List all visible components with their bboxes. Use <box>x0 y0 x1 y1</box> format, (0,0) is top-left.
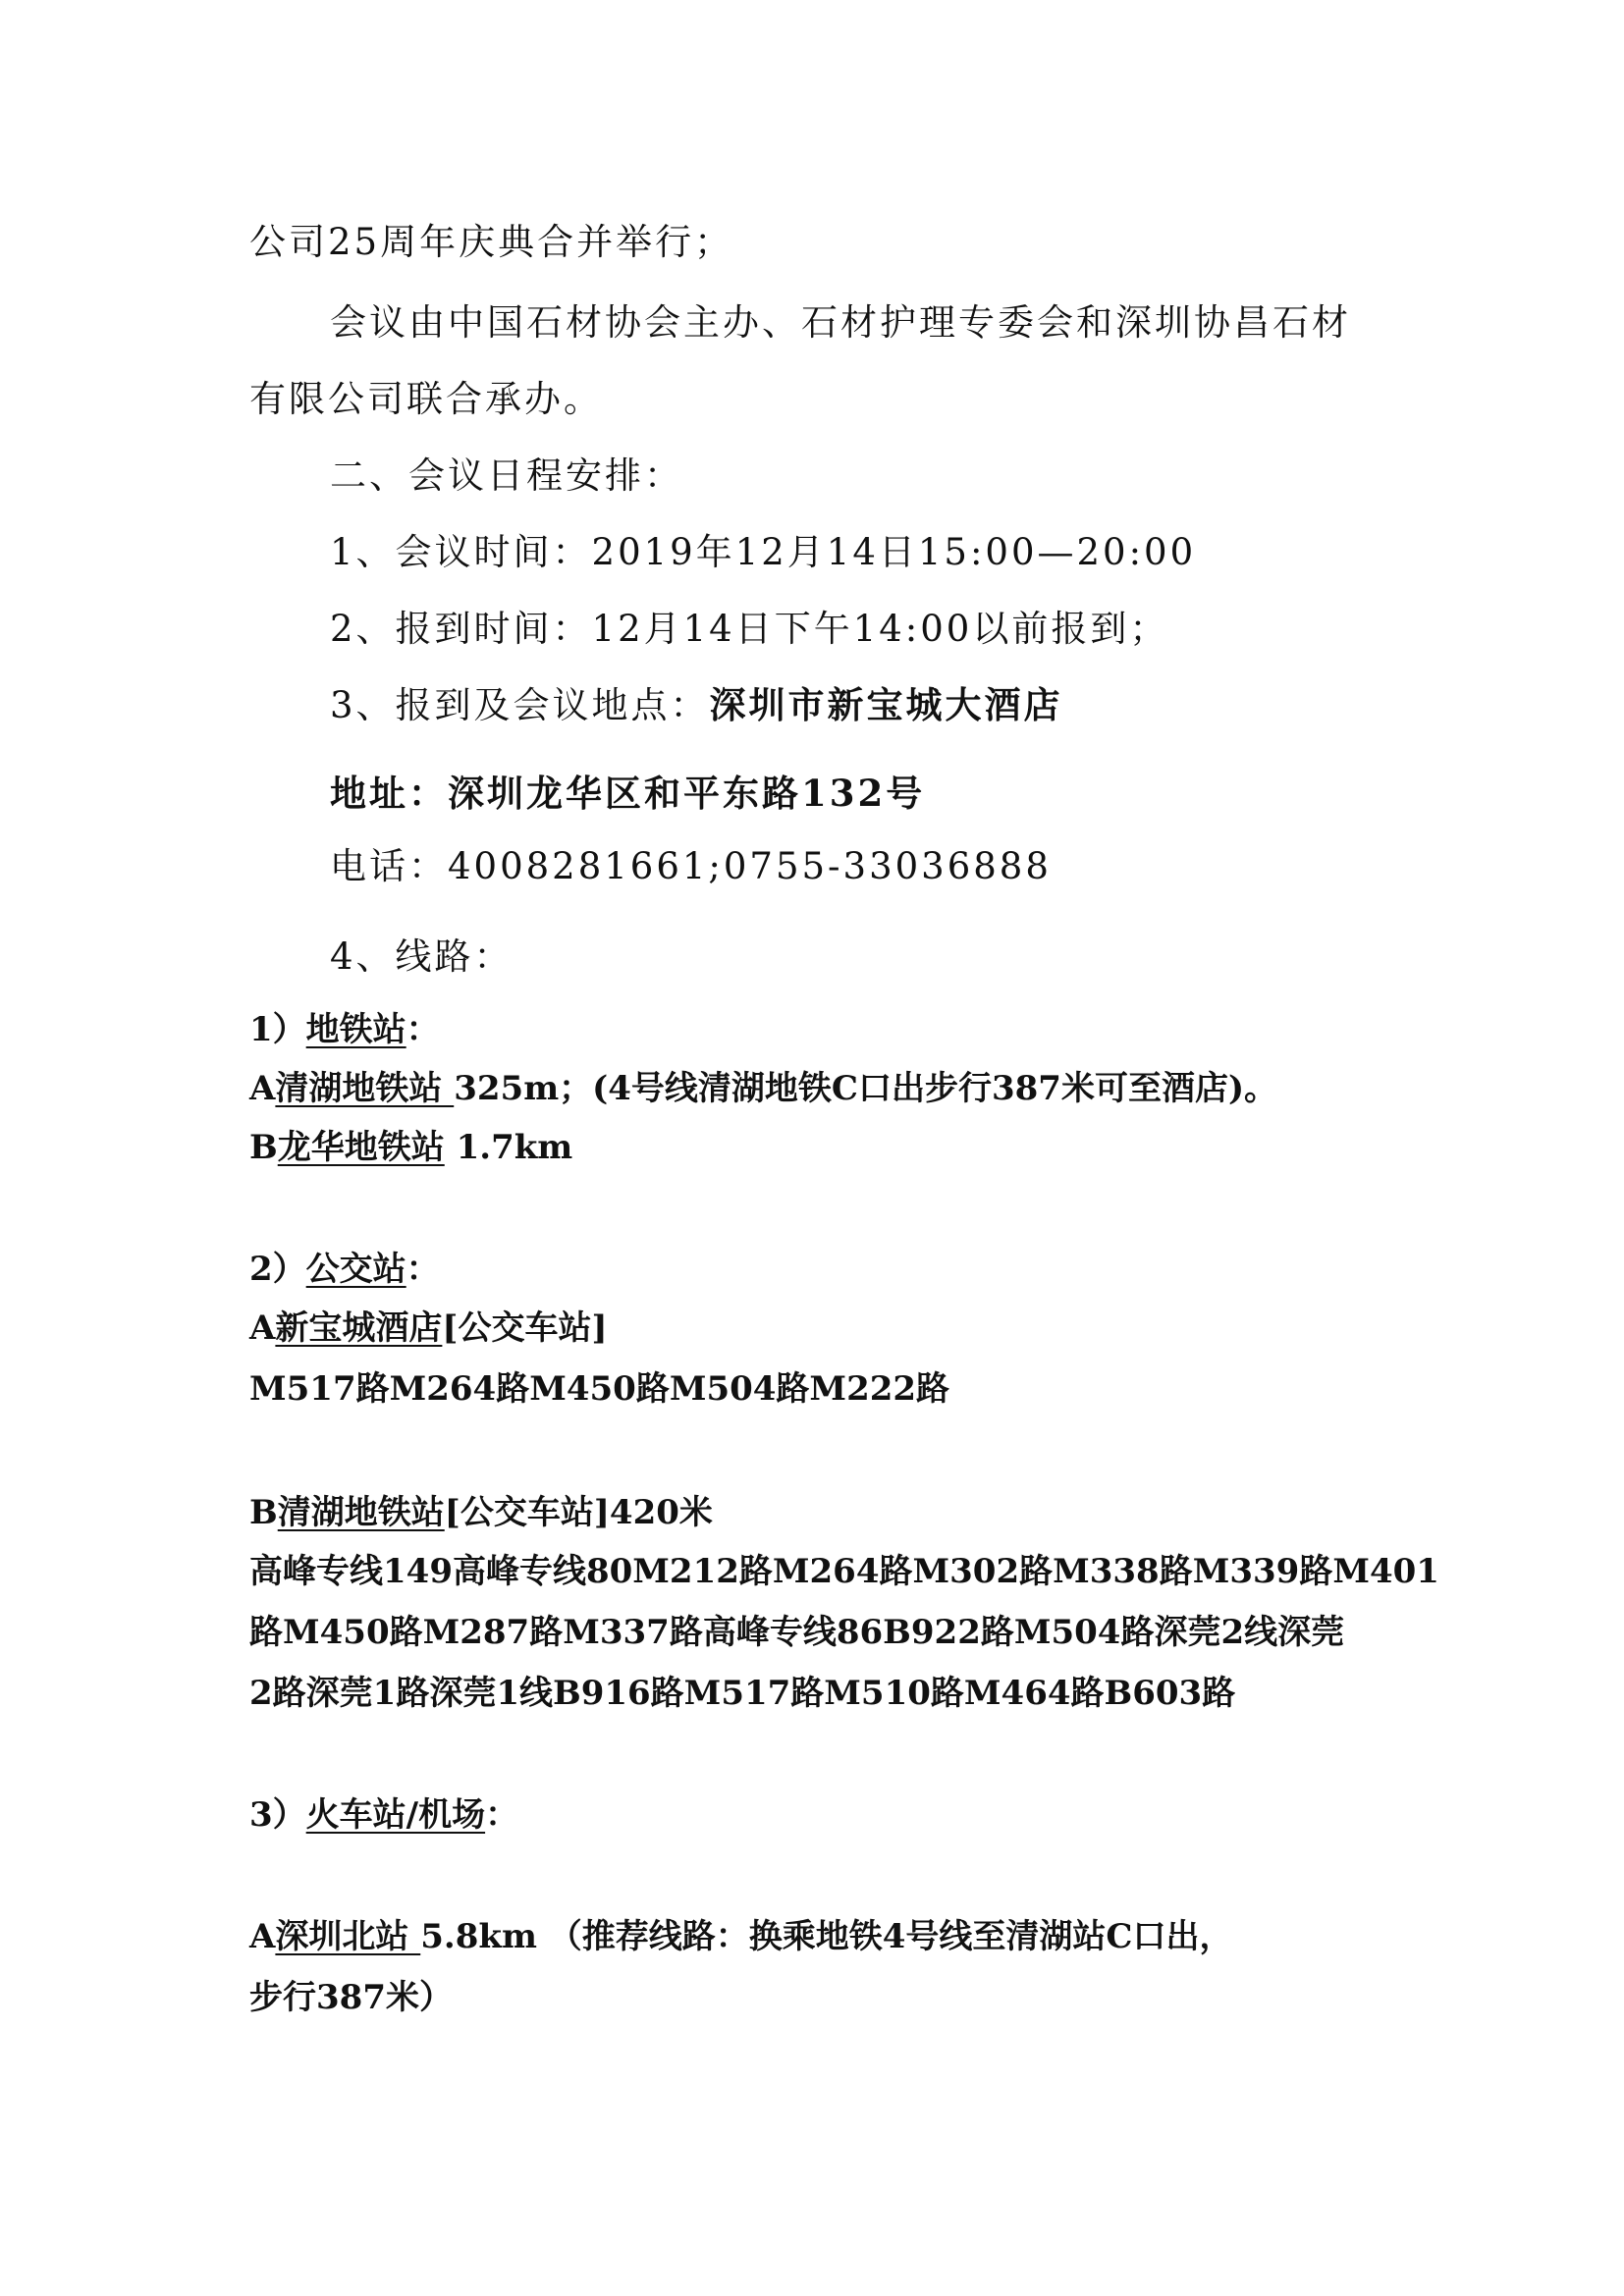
bus-routes-b: 路M450路M287路M337路高峰专线86B922路M504路深莞2线深莞 <box>249 1613 1345 1652</box>
schedule-item-checkin: 2、报到时间：12月14日下午14:00以前报到； <box>330 608 1169 650</box>
paragraph-line: 有限公司联合承办。 <box>249 378 603 420</box>
schedule-item-time: 1、会议时间：2019年12月14日15:00—20:00 <box>330 531 1197 573</box>
metro-station-link[interactable]: 龙华地铁站 <box>277 1128 445 1167</box>
train-option-a-cont: 步行387米） <box>249 1978 453 2017</box>
metro-option-b: B龙华地铁站 1.7km <box>249 1128 573 1167</box>
metro-option-a: A清湖地铁站 325m；(4号线清湖地铁C口出步行387米可至酒店)。 <box>249 1069 1278 1108</box>
metro-station-link[interactable]: 清湖地铁站 <box>275 1069 455 1108</box>
bus-option-a: A新宝城酒店[公交车站] <box>249 1308 608 1348</box>
bus-station-link[interactable]: 清湖地铁站 <box>277 1493 445 1532</box>
paragraph-line: 公司25周年庆典合并举行； <box>249 221 734 263</box>
bus-routes-b: 2路深莞1路深莞1线B916路M517路M510路M464路B603路 <box>249 1674 1236 1713</box>
venue-label: 3、报到及会议地点： <box>330 684 710 726</box>
venue-name: 深圳市新宝城大酒店 <box>709 683 1063 726</box>
bus-heading: 2）公交站： <box>249 1250 440 1289</box>
bus-station-link[interactable]: 新宝城酒店 <box>275 1308 443 1348</box>
train-heading: 3）火车站/机场： <box>249 1795 519 1835</box>
train-option-a: A深圳北站 5.8km （推荐线路：换乘地铁4号线至清湖站C口出， <box>249 1917 1233 1956</box>
venue-phone: 电话：4008281661;0755-33036888 <box>330 845 1052 887</box>
bus-option-b: B清湖地铁站[公交车站]420米 <box>249 1493 713 1532</box>
section-heading: 二、会议日程安排： <box>330 454 683 497</box>
route-heading: 4、线路： <box>330 935 514 978</box>
bus-routes-b: 高峰专线149高峰专线80M212路M264路M302路M338路M339路M401 <box>249 1552 1439 1591</box>
venue-address: 地址：深圳龙华区和平东路132号 <box>330 772 926 815</box>
bus-routes-a: M517路M264路M450路M504路M222路 <box>249 1369 950 1409</box>
metro-heading: 1）地铁站： <box>249 1010 440 1049</box>
paragraph-line: 会议由中国石材协会主办、石材护理专委会和深圳协昌石材 <box>330 301 1351 344</box>
schedule-item-venue <box>330 683 1063 726</box>
train-station-link[interactable]: 深圳北站 <box>275 1917 421 1956</box>
